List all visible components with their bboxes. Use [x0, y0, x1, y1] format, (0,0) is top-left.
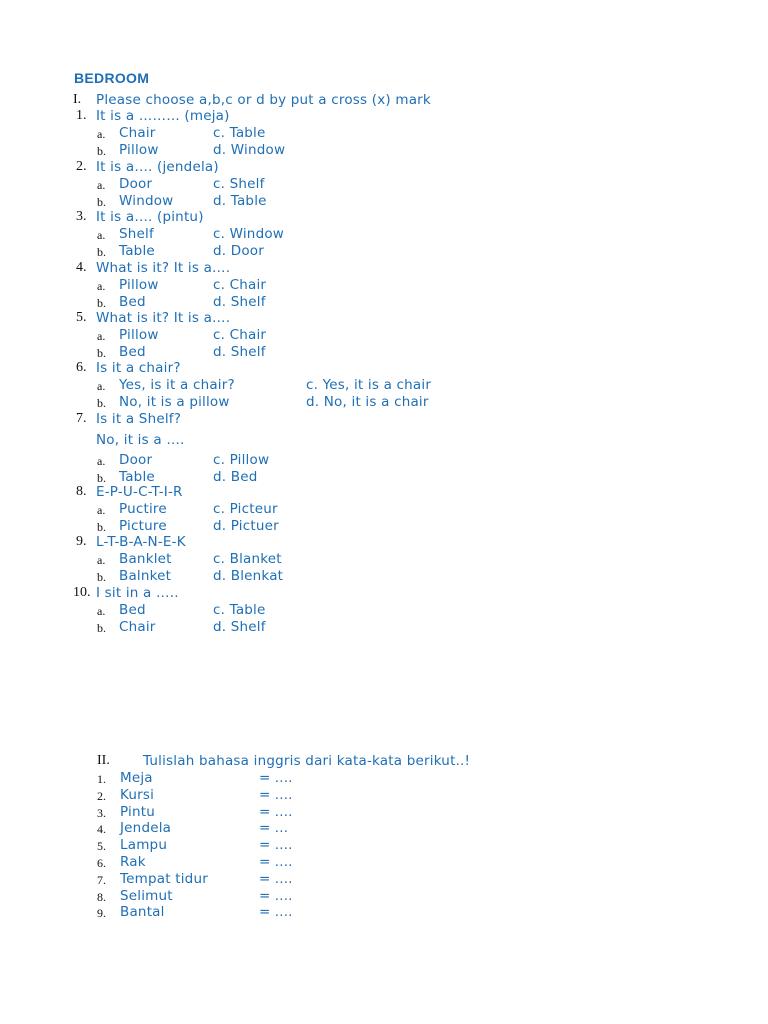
vocab-item	[0, 871, 768, 888]
question-number: 4.	[76, 260, 87, 275]
part1-header	[0, 92, 768, 109]
option-a[interactable]: Puctire	[119, 501, 167, 517]
vocab-item	[0, 904, 768, 921]
option-a[interactable]: Shelf	[119, 226, 154, 242]
question-4	[0, 260, 768, 277]
option-letter-a: a.	[97, 178, 106, 192]
option-row-ac	[0, 226, 768, 243]
option-row-bd	[0, 394, 768, 411]
option-d[interactable]: d. Table	[213, 193, 267, 209]
vocab-number: 9.	[97, 906, 106, 921]
option-a[interactable]: Bed	[119, 602, 146, 618]
vocab-word: Selimut	[120, 887, 173, 904]
option-row-bd	[0, 193, 768, 210]
option-letter-a: a.	[97, 279, 106, 293]
question-number: 10.	[73, 585, 91, 600]
vocab-item	[0, 804, 768, 821]
question-1	[0, 108, 768, 125]
vocab-number: 3.	[97, 805, 106, 820]
option-letter-b: b.	[97, 471, 106, 485]
vocab-word: Bantal	[120, 904, 165, 921]
question-number: 1.	[76, 108, 87, 123]
option-c[interactable]: c. Table	[213, 125, 266, 141]
option-d[interactable]: d. Blenkat	[213, 568, 284, 584]
option-row-bd	[0, 518, 768, 535]
vocab-word: Lampu	[120, 837, 168, 854]
option-letter-b: b.	[97, 346, 106, 360]
option-d[interactable]: d. Shelf	[213, 619, 266, 635]
option-letter-a: a.	[97, 379, 106, 393]
question-text: Is it a Shelf?	[96, 411, 182, 427]
vocab-item	[0, 854, 768, 871]
question-6	[0, 360, 768, 377]
vocab-answer-blank[interactable]: = ….	[259, 837, 293, 854]
option-a[interactable]: Banklet	[119, 551, 172, 567]
option-letter-b: b.	[97, 144, 106, 158]
part2-header	[0, 753, 768, 770]
option-row-ac	[0, 551, 768, 568]
option-row-bd	[0, 619, 768, 636]
option-row-ac	[0, 277, 768, 294]
question-text: It is a…. (jendela)	[96, 159, 219, 175]
option-row-bd	[0, 568, 768, 585]
question-text: I sit in a …..	[96, 585, 179, 601]
option-letter-b: b.	[97, 296, 106, 310]
option-d[interactable]: d. Bed	[213, 469, 258, 485]
option-letter-b: b.	[97, 195, 106, 209]
option-c[interactable]: c. Table	[213, 602, 266, 618]
option-b[interactable]: Bed	[119, 294, 146, 310]
vocab-word: Pintu	[120, 803, 156, 820]
option-row-bd	[0, 294, 768, 311]
vocab-answer-blank[interactable]: = ….	[259, 803, 293, 820]
option-a[interactable]: Door	[119, 176, 153, 192]
question-number: 9.	[76, 534, 87, 549]
vocab-word: Kursi	[120, 786, 155, 803]
vocab-word: Meja	[120, 770, 153, 786]
option-letter-a: a.	[97, 228, 106, 242]
option-row-bd	[0, 344, 768, 361]
option-b[interactable]: No, it is a pillow	[119, 394, 230, 410]
vocab-word: Rak	[120, 854, 146, 870]
question-9	[0, 534, 768, 551]
option-c[interactable]: c. Blanket	[213, 551, 282, 567]
vocab-number: 1.	[97, 772, 106, 786]
vocab-number: 7.	[97, 872, 106, 887]
option-row-ac	[0, 377, 768, 394]
question-number: 5.	[76, 310, 87, 325]
option-row-ac	[0, 452, 768, 469]
question-text: It is a ……… (meja)	[96, 108, 230, 124]
option-letter-b: b.	[97, 621, 106, 635]
vocab-word: Jendela	[120, 820, 172, 837]
option-b[interactable]: Window	[119, 193, 174, 209]
part1-number: I.	[73, 92, 82, 107]
option-letter-a: a.	[97, 604, 106, 618]
question-number: 2.	[76, 159, 87, 174]
vocab-item	[0, 837, 768, 854]
vocab-item	[0, 820, 768, 837]
option-d[interactable]: d. Window	[213, 142, 286, 158]
option-row-ac	[0, 602, 768, 619]
vocab-answer-blank[interactable]: = ….	[259, 904, 293, 921]
question-text: It is a…. (pintu)	[96, 209, 204, 225]
option-b[interactable]: Pillow	[119, 142, 159, 158]
vocab-item	[0, 787, 768, 804]
option-a[interactable]: Chair	[119, 125, 156, 141]
option-row-ac	[0, 501, 768, 518]
vocab-word: Tempat tidur	[120, 870, 208, 887]
question-7	[0, 411, 768, 428]
option-a[interactable]: Yes, is it a chair?	[119, 377, 235, 393]
page-title: BEDROOM	[74, 70, 150, 86]
option-letter-a: a.	[97, 503, 106, 517]
option-d[interactable]: d. Shelf	[213, 294, 266, 310]
question-text: Is it a chair?	[96, 360, 181, 376]
option-letter-b: b.	[97, 396, 106, 410]
option-b[interactable]: Picture	[119, 518, 167, 534]
option-letter-b: b.	[97, 570, 106, 584]
option-c[interactable]: c. Shelf	[213, 176, 265, 192]
option-b[interactable]: Table	[119, 243, 155, 259]
option-a[interactable]: Pillow	[119, 277, 159, 293]
vocab-item	[0, 770, 768, 787]
option-row-ac	[0, 176, 768, 193]
question-5	[0, 310, 768, 327]
part2-number: II.	[97, 753, 110, 768]
vocab-number: 8.	[97, 889, 106, 904]
option-d[interactable]: d. Pictuer	[213, 518, 279, 534]
vocab-number: 4.	[97, 822, 106, 837]
option-c[interactable]: c. Picteur	[213, 501, 278, 517]
option-letter-a: a.	[97, 553, 106, 567]
question-text: E-P-U-C-T-I-R	[96, 484, 183, 500]
question-number: 8.	[76, 484, 87, 499]
option-c[interactable]: c. Window	[213, 226, 285, 242]
option-c[interactable]: c. Yes, it is a chair	[306, 377, 432, 393]
option-b[interactable]: Table	[119, 469, 155, 485]
option-d[interactable]: d. Shelf	[213, 344, 266, 360]
vocab-number: 5.	[97, 839, 106, 854]
part1-instruction: Please choose a,b,c or d by put a cross (x) mark	[96, 92, 431, 108]
vocab-answer-blank[interactable]: = …	[259, 820, 289, 837]
part2-instruction: Tulislah bahasa inggris dari kata-kata berikut..!	[143, 753, 471, 769]
option-letter-b: b.	[97, 245, 106, 259]
question-10	[0, 585, 768, 602]
vocab-answer-blank[interactable]: = ….	[259, 887, 293, 904]
question-subtext: No, it is a ….	[96, 432, 185, 448]
question-text: L-T-B-A-N-E-K	[96, 534, 186, 550]
option-d[interactable]: d. No, it is a chair	[306, 394, 429, 410]
option-letter-a: a.	[97, 454, 106, 468]
question-number: 6.	[76, 360, 87, 375]
question-text: What is it? It is a….	[96, 310, 231, 326]
option-row-ac	[0, 327, 768, 344]
option-b[interactable]: Chair	[119, 619, 156, 635]
vocab-answer-blank[interactable]: = ….	[259, 854, 293, 870]
option-c[interactable]: c. Pillow	[213, 452, 270, 468]
option-letter-b: b.	[97, 520, 106, 534]
option-b[interactable]: Balnket	[119, 568, 172, 584]
question-text: What is it? It is a….	[96, 260, 231, 276]
vocab-answer-blank[interactable]: = ….	[259, 870, 293, 887]
option-a[interactable]: Door	[119, 452, 153, 468]
question-subtext-line	[0, 432, 768, 449]
option-d[interactable]: d. Door	[213, 243, 265, 259]
option-b[interactable]: Bed	[119, 344, 146, 360]
question-8	[0, 484, 768, 501]
option-c[interactable]: c. Chair	[213, 327, 267, 343]
option-a[interactable]: Pillow	[119, 327, 159, 343]
vocab-number: 6.	[97, 856, 106, 870]
option-row-bd	[0, 142, 768, 159]
vocab-answer-blank[interactable]: = ….	[259, 770, 293, 786]
question-2	[0, 159, 768, 176]
vocab-number: 2.	[97, 788, 106, 803]
option-row-bd	[0, 243, 768, 260]
option-row-ac	[0, 125, 768, 142]
vocab-item	[0, 888, 768, 905]
option-c[interactable]: c. Chair	[213, 277, 267, 293]
question-number: 7.	[76, 411, 87, 426]
question-3	[0, 209, 768, 226]
option-letter-a: a.	[97, 329, 106, 343]
option-letter-a: a.	[97, 127, 106, 141]
vocab-answer-blank[interactable]: = ….	[259, 786, 293, 803]
question-number: 3.	[76, 209, 87, 224]
